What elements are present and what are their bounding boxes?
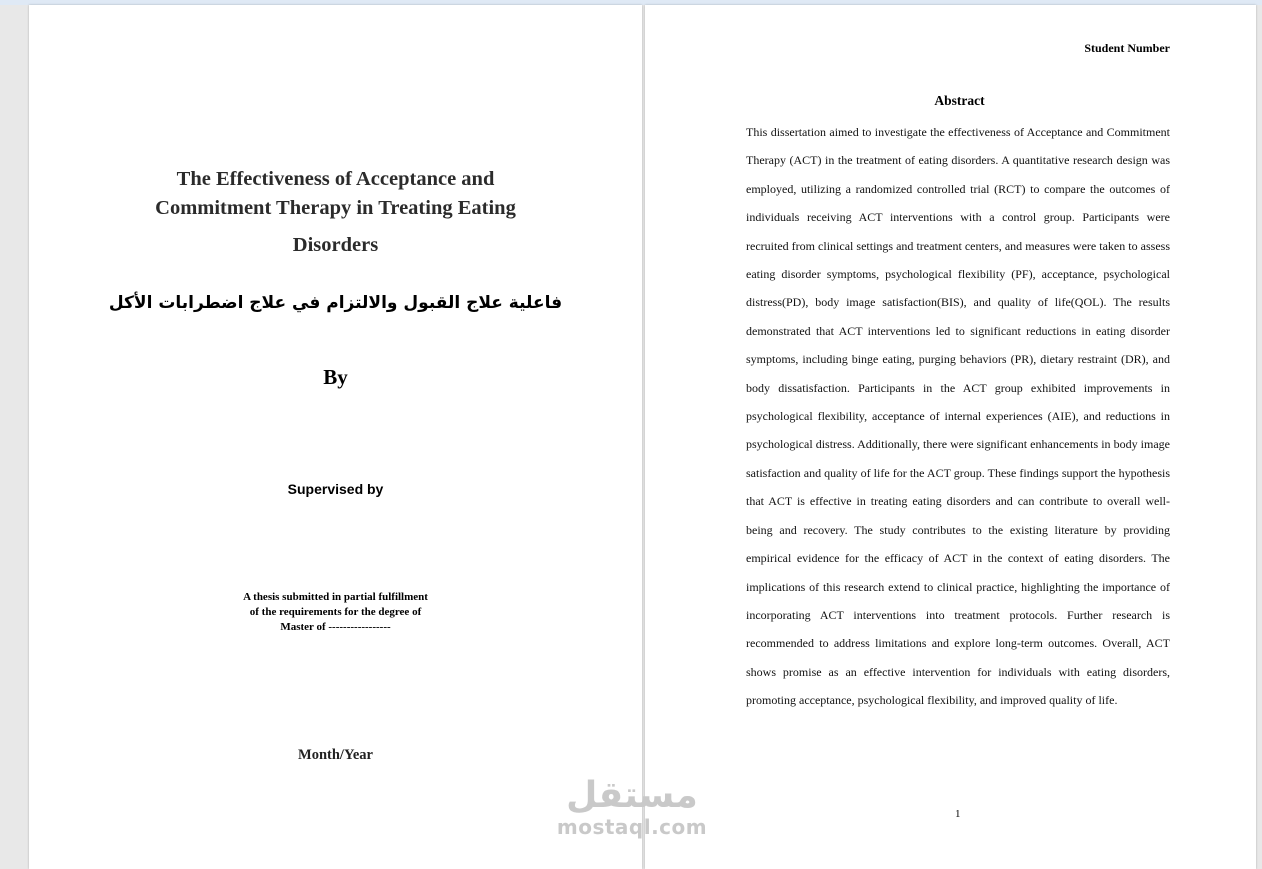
title-line-2: Commitment Therapy in Treating Eating <box>155 197 516 219</box>
thesis-statement <box>29 590 642 635</box>
cover-page <box>29 5 642 869</box>
watermark-arabic: مستقل <box>566 775 698 816</box>
abstract-heading: Abstract <box>934 93 985 108</box>
month-year: Month/Year <box>298 747 373 763</box>
thesis-title <box>29 165 642 260</box>
watermark-latin: mostaql.com <box>556 815 708 839</box>
title-line-1: The Effectiveness of Acceptance and <box>176 168 495 190</box>
author-by-label: By <box>323 365 348 389</box>
thesis-line-1: A thesis submitted in partial fulfillment <box>243 591 428 603</box>
thesis-line-2: of the requirements for the degree of <box>249 606 422 618</box>
student-number-header: Student Number <box>1084 41 1170 55</box>
mostaql-watermark-logo <box>552 776 712 838</box>
page-number: 1 <box>955 808 961 820</box>
title-line-3: Disorders <box>292 234 379 256</box>
abstract-page <box>645 5 1256 869</box>
abstract-body: This dissertation aimed to investigate the effectiveness of Acceptance and Commitment Therapy (ACT) in the treatment of eating disorders. A quantitative research design was employed, utilizing a randomized controlled trial (RCT) to compare the outcomes of individuals receiving ACT interventions with a control group. Participants were recruited from clinical settings and treatment centers, and measures were taken to assess eating disorder symptoms, psychological flexibility (PF), acceptance, psychological distress(PD), body image satisfaction(BIS), and quality of life(QOL). The results demonstrated that ACT interventions led to significant reductions in eating disorder symptoms, including binge eating, purging behaviors (PR), dietary restraint (DR), and body dissatisfaction. Participants in the ACT group exhibited improvements in psychological flexibility, acceptance of internal experiences (AIE), and reductions in psychological distress. Additionally, there were significant enhancements in body image satisfaction and quality of life for the ACT group. These findings support the hypothesis that ACT is effective in treating eating disorders and can contribute to overall well-being and recovery. The study contributes to the existing literature by providing empirical evidence for the efficacy of ACT in the context of eating disorders. The implications of this research extend to clinical practice, highlighting the importance of incorporating ACT interventions into treatment protocols. Further research is recommended to address limitations and explore long-term outcomes. Overall, ACT shows promise as an effective intervention for individuals with eating disorders, promoting acceptance, psychological flexibility, and improved quality of life. <box>746 125 1170 708</box>
arabic-title: فاعلية علاج القبول والالتزام في علاج اضطرابات الأكل <box>108 293 563 313</box>
thesis-line-3: Master of ----------------- <box>280 621 391 633</box>
supervised-by-label: Supervised by <box>287 481 384 497</box>
